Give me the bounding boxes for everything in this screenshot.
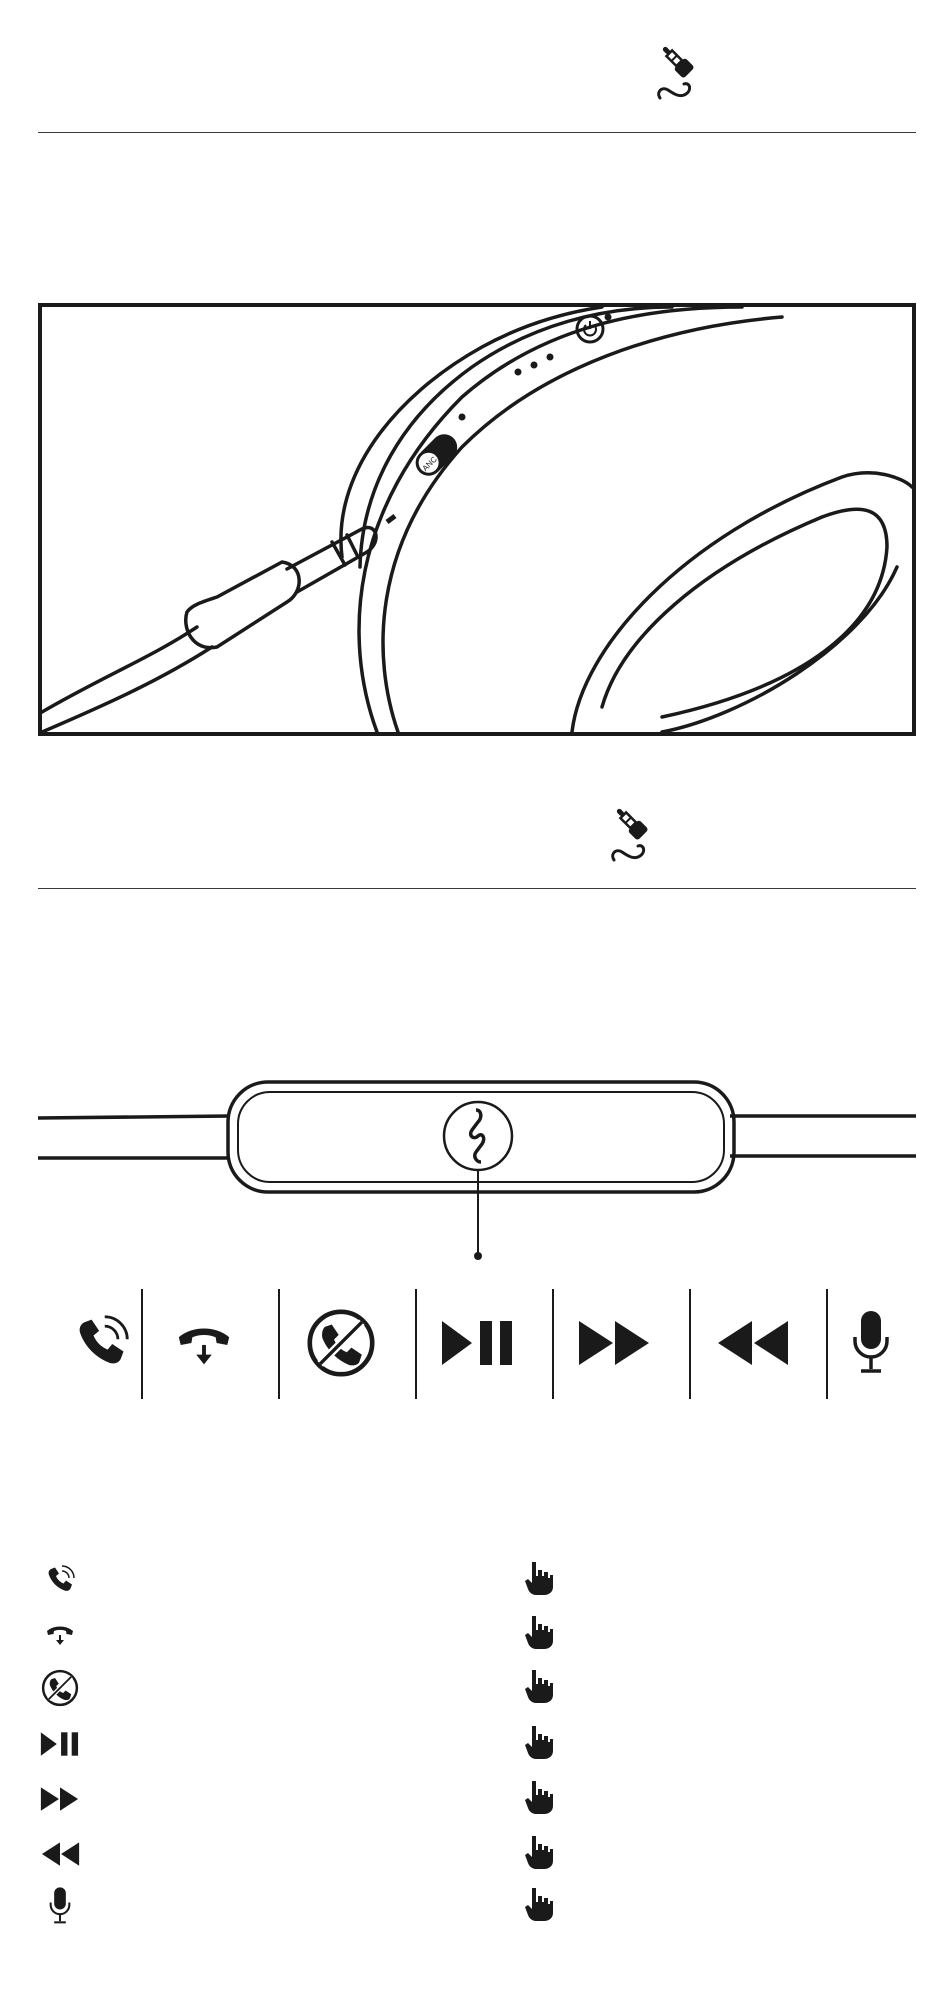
hand-press-icon [524, 1668, 554, 1704]
legend-row-reject [0, 1666, 950, 1714]
headphone-cable-illustration [38, 303, 916, 736]
play-pause-control [415, 1285, 540, 1400]
anc-label: ANC [420, 454, 439, 473]
audio-cable-icon [606, 798, 666, 868]
reject-call-control [278, 1285, 403, 1400]
section-divider [38, 888, 916, 889]
audio-cable-icon [652, 36, 712, 106]
hand-press-icon [524, 1560, 554, 1596]
legend-row-play-pause [0, 1722, 950, 1770]
reject-call-icon [304, 1306, 378, 1380]
next-track-control [552, 1285, 677, 1400]
hand-press-icon [524, 1834, 554, 1870]
end-call-control [141, 1285, 266, 1400]
legend-row-previous [0, 1832, 950, 1880]
microphone-control [826, 1285, 916, 1400]
answer-call-icon [71, 1313, 131, 1373]
answer-call-icon [44, 1564, 76, 1596]
end-call-icon [44, 1618, 76, 1650]
legend-row-end-call [0, 1612, 950, 1660]
hand-press-icon [524, 1724, 554, 1760]
legend-row-microphone [0, 1884, 950, 1932]
microphone-icon [847, 1307, 895, 1379]
inline-remote [0, 1070, 950, 1270]
play-pause-icon [438, 1311, 518, 1375]
legend-row-answer [0, 1558, 950, 1606]
hand-press-icon [524, 1614, 554, 1650]
microphone-icon [46, 1885, 74, 1927]
logo-icon [471, 1110, 484, 1162]
end-call-icon [173, 1312, 235, 1374]
hand-press-icon [524, 1779, 554, 1815]
legend-row-next [0, 1777, 950, 1825]
previous-track-icon [712, 1311, 792, 1375]
hand-press-icon [524, 1886, 554, 1922]
next-track-icon [38, 1782, 82, 1816]
previous-track-icon [38, 1837, 82, 1871]
next-track-icon [575, 1311, 655, 1375]
reject-call-icon [40, 1668, 80, 1708]
previous-track-control [689, 1285, 814, 1400]
play-pause-icon [38, 1727, 82, 1761]
remote-controls [38, 1285, 916, 1405]
section-divider [38, 132, 916, 133]
